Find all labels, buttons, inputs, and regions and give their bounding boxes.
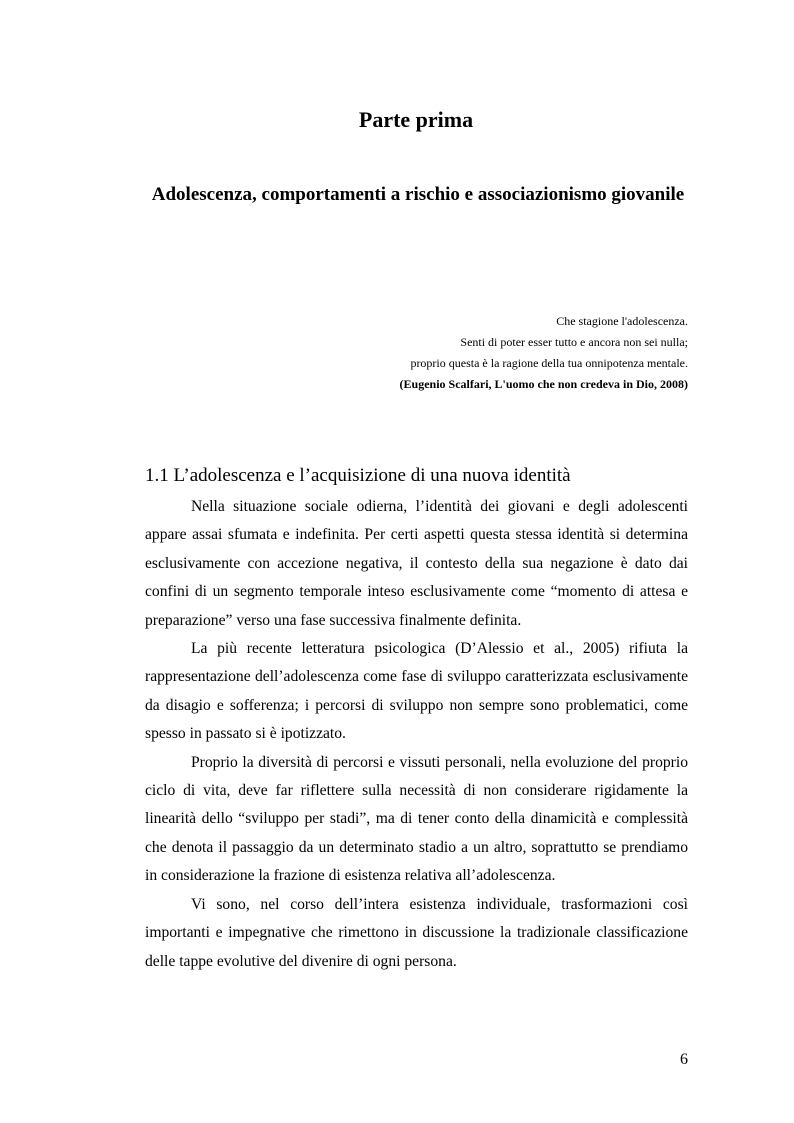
epigraph-line: Senti di poter esser tutto e ancora non sei nulla;	[460, 335, 688, 349]
epigraph-attribution: (Eugenio Scalfari, L'uomo che non credeva in Dio, 2008)	[399, 377, 688, 391]
chapter-title: Adolescenza, comportamenti a rischio e associazionismo giovanile	[151, 184, 685, 205]
epigraph-line: proprio questa è la ragione della tua onnipotenza mentale.	[410, 356, 688, 370]
epigraph	[300, 311, 688, 395]
part-title: Parte prima	[358, 107, 474, 132]
paragraph: La più recente letteratura psicologica (D’Alessio et al., 2005) rifiuta la rappresentazione dell’adolescenza come fase di sviluppo caratterizzata esclusivamente da disagio e sofferenza; i percorsi di sviluppo non sempre sono problematici, come spesso in passato si è ipotizzato.	[145, 640, 688, 743]
section-heading: 1.1 L’adolescenza e l’acquisizione di una nuova identità	[145, 465, 571, 486]
epigraph-line: Che stagione l'adolescenza.	[556, 314, 688, 328]
paragraph: Proprio la diversità di percorsi e vissuti personali, nella evoluzione del proprio ciclo di vita, deve far riflettere sulla necessità di non considerare rigidamente la linearità dello “sviluppo per stadi”, ma di tener conto della dinamicità e complessità che denota il passaggio da un determinato stadio a un altro, soprattutto se prendiamo in considerazione la frazione di esistenza relativa all’adolescenza.	[145, 753, 688, 885]
page-number: 6	[680, 1051, 688, 1068]
body-text	[145, 493, 688, 976]
paragraph: Vi sono, nel corso dell’intera esistenza individuale, trasformazioni così importanti e impegnative che rimettono in discussione la tradizionale classificazione delle tappe evolutive del divenire di ogni persona.	[145, 895, 688, 970]
paragraph: Nella situazione sociale odierna, l’identità dei giovani e degli adolescenti appare assai sfumata e indefinita. Per certi aspetti questa stessa identità si determina esclusivamente con accezione negativa, il contesto della sua negazione è dato dai confini di un segmento temporale inteso esclusivamente come “momento di attesa e preparazione” verso una fase successiva finalmente definita.	[145, 498, 688, 629]
